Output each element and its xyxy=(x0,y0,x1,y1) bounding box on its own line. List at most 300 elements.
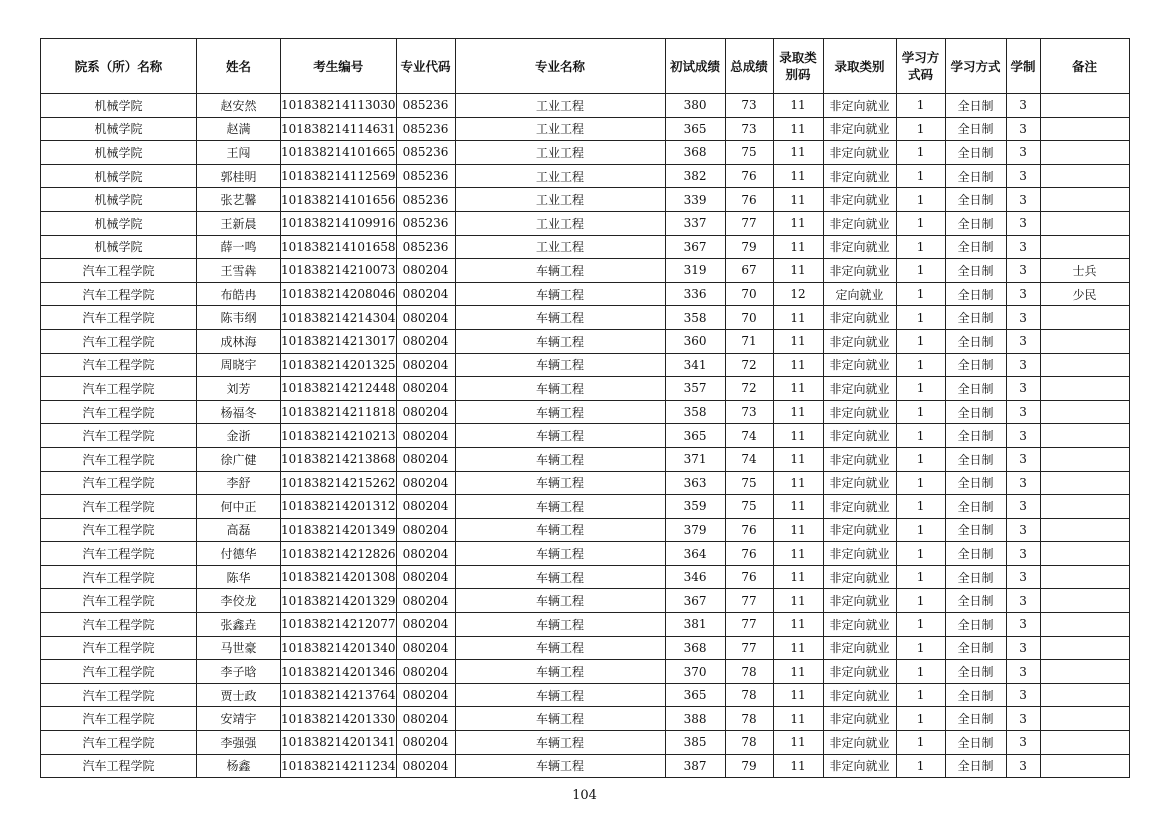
cell-total-score: 76 xyxy=(725,518,773,542)
cell-total-score: 79 xyxy=(725,235,773,259)
cell-study-mode-code: 1 xyxy=(896,353,945,377)
cell-remarks xyxy=(1040,329,1129,353)
cell-study-mode-code: 1 xyxy=(896,565,945,589)
cell-department: 汽车工程学院 xyxy=(41,707,197,731)
table-row xyxy=(41,707,1130,731)
cell-study-mode: 全日制 xyxy=(945,542,1006,566)
cell-name: 杨福冬 xyxy=(197,400,281,424)
cell-total-score: 76 xyxy=(725,542,773,566)
cell-major-name: 车辆工程 xyxy=(455,589,665,613)
cell-candidate-id: 101838214201329 xyxy=(281,589,397,613)
cell-admission-type-code: 11 xyxy=(773,164,823,188)
cell-preliminary-score: 371 xyxy=(665,447,725,471)
cell-major-name: 车辆工程 xyxy=(455,636,665,660)
cell-candidate-id: 101838214213868 xyxy=(281,447,397,471)
cell-duration: 3 xyxy=(1006,141,1040,165)
table-row xyxy=(41,117,1130,141)
cell-study-mode: 全日制 xyxy=(945,447,1006,471)
cell-candidate-id: 101838214215262 xyxy=(281,471,397,495)
cell-department: 汽车工程学院 xyxy=(41,565,197,589)
cell-study-mode-code: 1 xyxy=(896,329,945,353)
cell-candidate-id: 101838214212448 xyxy=(281,377,397,401)
cell-major-code: 080204 xyxy=(396,495,455,519)
cell-duration: 3 xyxy=(1006,424,1040,448)
cell-admission-type: 非定向就业 xyxy=(823,518,896,542)
cell-remarks xyxy=(1040,542,1129,566)
cell-study-mode: 全日制 xyxy=(945,235,1006,259)
cell-admission-type: 非定向就业 xyxy=(823,329,896,353)
cell-remarks xyxy=(1040,377,1129,401)
cell-admission-type: 非定向就业 xyxy=(823,636,896,660)
cell-admission-type: 非定向就业 xyxy=(823,353,896,377)
cell-duration: 3 xyxy=(1006,235,1040,259)
cell-study-mode-code: 1 xyxy=(896,211,945,235)
header-study-mode-code: 学习方式码 xyxy=(896,39,945,94)
cell-duration: 3 xyxy=(1006,683,1040,707)
cell-department: 汽车工程学院 xyxy=(41,754,197,778)
cell-study-mode: 全日制 xyxy=(945,164,1006,188)
cell-study-mode: 全日制 xyxy=(945,188,1006,212)
cell-remarks xyxy=(1040,94,1129,118)
cell-study-mode-code: 1 xyxy=(896,495,945,519)
cell-study-mode-code: 1 xyxy=(896,117,945,141)
cell-duration: 3 xyxy=(1006,731,1040,755)
cell-duration: 3 xyxy=(1006,282,1040,306)
cell-major-code: 080204 xyxy=(396,353,455,377)
cell-admission-type-code: 11 xyxy=(773,660,823,684)
cell-total-score: 77 xyxy=(725,589,773,613)
table-row xyxy=(41,188,1130,212)
table-row xyxy=(41,565,1130,589)
cell-total-score: 71 xyxy=(725,329,773,353)
cell-name: 李子晗 xyxy=(197,660,281,684)
table-row xyxy=(41,94,1130,118)
cell-admission-type-code: 11 xyxy=(773,377,823,401)
cell-remarks xyxy=(1040,306,1129,330)
cell-study-mode: 全日制 xyxy=(945,400,1006,424)
cell-study-mode: 全日制 xyxy=(945,565,1006,589)
cell-name: 赵满 xyxy=(197,117,281,141)
cell-duration: 3 xyxy=(1006,188,1040,212)
cell-major-code: 080204 xyxy=(396,660,455,684)
table-row xyxy=(41,282,1130,306)
cell-name: 李佼龙 xyxy=(197,589,281,613)
cell-major-code: 085236 xyxy=(396,94,455,118)
cell-admission-type: 非定向就业 xyxy=(823,754,896,778)
cell-duration: 3 xyxy=(1006,518,1040,542)
cell-department: 汽车工程学院 xyxy=(41,400,197,424)
cell-major-code: 085236 xyxy=(396,164,455,188)
cell-candidate-id: 101838214214304 xyxy=(281,306,397,330)
cell-admission-type-code: 11 xyxy=(773,683,823,707)
cell-remarks xyxy=(1040,636,1129,660)
cell-total-score: 75 xyxy=(725,495,773,519)
cell-major-name: 车辆工程 xyxy=(455,329,665,353)
cell-remarks xyxy=(1040,754,1129,778)
cell-department: 机械学院 xyxy=(41,188,197,212)
cell-remarks xyxy=(1040,141,1129,165)
cell-preliminary-score: 381 xyxy=(665,613,725,637)
cell-department: 汽车工程学院 xyxy=(41,447,197,471)
table-row xyxy=(41,683,1130,707)
cell-study-mode-code: 1 xyxy=(896,282,945,306)
cell-admission-type: 非定向就业 xyxy=(823,495,896,519)
cell-preliminary-score: 358 xyxy=(665,400,725,424)
cell-major-code: 080204 xyxy=(396,707,455,731)
cell-major-code: 080204 xyxy=(396,259,455,283)
cell-admission-type-code: 11 xyxy=(773,117,823,141)
table-row xyxy=(41,141,1130,165)
cell-admission-type-code: 11 xyxy=(773,353,823,377)
cell-major-code: 085236 xyxy=(396,235,455,259)
cell-duration: 3 xyxy=(1006,377,1040,401)
cell-candidate-id: 101838214211818 xyxy=(281,400,397,424)
header-study-mode: 学习方式 xyxy=(945,39,1006,94)
cell-major-name: 车辆工程 xyxy=(455,731,665,755)
cell-admission-type: 非定向就业 xyxy=(823,565,896,589)
cell-admission-type-code: 11 xyxy=(773,141,823,165)
cell-department: 汽车工程学院 xyxy=(41,495,197,519)
header-duration: 学制 xyxy=(1006,39,1040,94)
cell-candidate-id: 101838214201340 xyxy=(281,636,397,660)
cell-total-score: 73 xyxy=(725,400,773,424)
cell-admission-type: 非定向就业 xyxy=(823,141,896,165)
cell-study-mode: 全日制 xyxy=(945,518,1006,542)
cell-preliminary-score: 368 xyxy=(665,636,725,660)
cell-major-name: 工业工程 xyxy=(455,164,665,188)
cell-major-code: 080204 xyxy=(396,565,455,589)
cell-major-code: 080204 xyxy=(396,424,455,448)
cell-preliminary-score: 357 xyxy=(665,377,725,401)
cell-admission-type: 非定向就业 xyxy=(823,471,896,495)
cell-admission-type-code: 11 xyxy=(773,518,823,542)
header-department: 院系（所）名称 xyxy=(41,39,197,94)
cell-study-mode: 全日制 xyxy=(945,707,1006,731)
header-name: 姓名 xyxy=(197,39,281,94)
cell-study-mode: 全日制 xyxy=(945,660,1006,684)
cell-preliminary-score: 346 xyxy=(665,565,725,589)
cell-study-mode-code: 1 xyxy=(896,542,945,566)
cell-admission-type-code: 11 xyxy=(773,495,823,519)
cell-admission-type-code: 11 xyxy=(773,589,823,613)
cell-name: 张艺馨 xyxy=(197,188,281,212)
cell-study-mode: 全日制 xyxy=(945,754,1006,778)
cell-remarks: 士兵 xyxy=(1040,259,1129,283)
cell-name: 贾士政 xyxy=(197,683,281,707)
header-admission-type-code: 录取类别码 xyxy=(773,39,823,94)
cell-major-name: 工业工程 xyxy=(455,235,665,259)
cell-preliminary-score: 337 xyxy=(665,211,725,235)
cell-name: 赵安然 xyxy=(197,94,281,118)
cell-department: 汽车工程学院 xyxy=(41,329,197,353)
table-row xyxy=(41,636,1130,660)
table-row xyxy=(41,259,1130,283)
cell-study-mode: 全日制 xyxy=(945,377,1006,401)
table-row xyxy=(41,164,1130,188)
cell-admission-type: 非定向就业 xyxy=(823,400,896,424)
cell-major-name: 车辆工程 xyxy=(455,707,665,731)
cell-admission-type: 非定向就业 xyxy=(823,211,896,235)
cell-total-score: 72 xyxy=(725,353,773,377)
cell-total-score: 75 xyxy=(725,471,773,495)
cell-major-name: 车辆工程 xyxy=(455,447,665,471)
cell-major-name: 车辆工程 xyxy=(455,683,665,707)
cell-study-mode-code: 1 xyxy=(896,754,945,778)
cell-department: 汽车工程学院 xyxy=(41,353,197,377)
cell-major-name: 工业工程 xyxy=(455,141,665,165)
cell-candidate-id: 101838214201312 xyxy=(281,495,397,519)
cell-candidate-id: 101838214201346 xyxy=(281,660,397,684)
table-row xyxy=(41,660,1130,684)
cell-major-name: 车辆工程 xyxy=(455,495,665,519)
cell-name: 安靖宇 xyxy=(197,707,281,731)
cell-candidate-id: 101838214213017 xyxy=(281,329,397,353)
cell-study-mode-code: 1 xyxy=(896,259,945,283)
table-row xyxy=(41,377,1130,401)
cell-preliminary-score: 367 xyxy=(665,235,725,259)
cell-admission-type-code: 11 xyxy=(773,188,823,212)
cell-department: 汽车工程学院 xyxy=(41,613,197,637)
cell-name: 李强强 xyxy=(197,731,281,755)
cell-remarks xyxy=(1040,353,1129,377)
cell-remarks xyxy=(1040,565,1129,589)
cell-name: 陈华 xyxy=(197,565,281,589)
cell-duration: 3 xyxy=(1006,353,1040,377)
table-row xyxy=(41,306,1130,330)
cell-major-name: 车辆工程 xyxy=(455,518,665,542)
cell-remarks xyxy=(1040,188,1129,212)
cell-major-code: 080204 xyxy=(396,636,455,660)
cell-study-mode: 全日制 xyxy=(945,211,1006,235)
cell-preliminary-score: 319 xyxy=(665,259,725,283)
cell-preliminary-score: 385 xyxy=(665,731,725,755)
table-row xyxy=(41,731,1130,755)
cell-total-score: 73 xyxy=(725,94,773,118)
cell-remarks xyxy=(1040,731,1129,755)
cell-candidate-id: 101838214210073 xyxy=(281,259,397,283)
cell-major-name: 车辆工程 xyxy=(455,377,665,401)
cell-total-score: 78 xyxy=(725,683,773,707)
cell-admission-type: 非定向就业 xyxy=(823,94,896,118)
cell-duration: 3 xyxy=(1006,400,1040,424)
cell-major-code: 080204 xyxy=(396,731,455,755)
cell-total-score: 74 xyxy=(725,447,773,471)
cell-candidate-id: 101838214201341 xyxy=(281,731,397,755)
cell-preliminary-score: 365 xyxy=(665,424,725,448)
cell-candidate-id: 101838214113030 xyxy=(281,94,397,118)
cell-remarks xyxy=(1040,164,1129,188)
cell-total-score: 79 xyxy=(725,754,773,778)
table-row xyxy=(41,353,1130,377)
cell-name: 高磊 xyxy=(197,518,281,542)
cell-study-mode-code: 1 xyxy=(896,164,945,188)
cell-major-code: 080204 xyxy=(396,613,455,637)
cell-remarks xyxy=(1040,518,1129,542)
cell-study-mode: 全日制 xyxy=(945,94,1006,118)
cell-name: 张鑫垚 xyxy=(197,613,281,637)
cell-duration: 3 xyxy=(1006,447,1040,471)
cell-name: 布皓冉 xyxy=(197,282,281,306)
cell-study-mode: 全日制 xyxy=(945,495,1006,519)
cell-admission-type-code: 11 xyxy=(773,235,823,259)
cell-name: 王闯 xyxy=(197,141,281,165)
cell-duration: 3 xyxy=(1006,565,1040,589)
cell-major-name: 车辆工程 xyxy=(455,259,665,283)
cell-preliminary-score: 379 xyxy=(665,518,725,542)
header-preliminary-score: 初试成绩 xyxy=(665,39,725,94)
table-header-row xyxy=(41,39,1130,94)
cell-name: 李舒 xyxy=(197,471,281,495)
cell-study-mode-code: 1 xyxy=(896,94,945,118)
cell-admission-type-code: 11 xyxy=(773,306,823,330)
table-row xyxy=(41,613,1130,637)
cell-department: 机械学院 xyxy=(41,117,197,141)
cell-name: 刘芳 xyxy=(197,377,281,401)
cell-major-name: 车辆工程 xyxy=(455,400,665,424)
cell-candidate-id: 101838214101656 xyxy=(281,188,397,212)
cell-candidate-id: 101838214114631 xyxy=(281,117,397,141)
cell-major-code: 080204 xyxy=(396,306,455,330)
cell-duration: 3 xyxy=(1006,707,1040,731)
cell-study-mode-code: 1 xyxy=(896,141,945,165)
cell-admission-type: 非定向就业 xyxy=(823,731,896,755)
table-row xyxy=(41,495,1130,519)
cell-name: 周晓宇 xyxy=(197,353,281,377)
cell-study-mode-code: 1 xyxy=(896,400,945,424)
cell-remarks xyxy=(1040,707,1129,731)
cell-duration: 3 xyxy=(1006,660,1040,684)
cell-duration: 3 xyxy=(1006,589,1040,613)
cell-total-score: 78 xyxy=(725,731,773,755)
cell-remarks xyxy=(1040,447,1129,471)
cell-admission-type: 非定向就业 xyxy=(823,660,896,684)
cell-study-mode: 全日制 xyxy=(945,636,1006,660)
cell-study-mode-code: 1 xyxy=(896,447,945,471)
page-number: 104 xyxy=(572,788,597,803)
cell-major-code: 080204 xyxy=(396,447,455,471)
cell-preliminary-score: 358 xyxy=(665,306,725,330)
cell-name: 王新晨 xyxy=(197,211,281,235)
cell-major-code: 080204 xyxy=(396,471,455,495)
cell-admission-type: 非定向就业 xyxy=(823,117,896,141)
cell-preliminary-score: 365 xyxy=(665,683,725,707)
cell-remarks xyxy=(1040,495,1129,519)
table-row xyxy=(41,542,1130,566)
cell-admission-type-code: 11 xyxy=(773,400,823,424)
cell-preliminary-score: 364 xyxy=(665,542,725,566)
table-row xyxy=(41,447,1130,471)
cell-study-mode: 全日制 xyxy=(945,683,1006,707)
cell-total-score: 76 xyxy=(725,164,773,188)
cell-study-mode-code: 1 xyxy=(896,377,945,401)
cell-study-mode-code: 1 xyxy=(896,235,945,259)
cell-total-score: 77 xyxy=(725,211,773,235)
cell-remarks xyxy=(1040,660,1129,684)
cell-study-mode-code: 1 xyxy=(896,613,945,637)
cell-department: 机械学院 xyxy=(41,164,197,188)
cell-major-code: 080204 xyxy=(396,542,455,566)
cell-name: 郭桂明 xyxy=(197,164,281,188)
cell-preliminary-score: 380 xyxy=(665,94,725,118)
table-row xyxy=(41,400,1130,424)
cell-department: 汽车工程学院 xyxy=(41,731,197,755)
header-total-score: 总成绩 xyxy=(725,39,773,94)
cell-department: 汽车工程学院 xyxy=(41,306,197,330)
cell-total-score: 76 xyxy=(725,188,773,212)
cell-department: 汽车工程学院 xyxy=(41,518,197,542)
cell-name: 徐广健 xyxy=(197,447,281,471)
cell-remarks xyxy=(1040,117,1129,141)
cell-remarks xyxy=(1040,471,1129,495)
cell-admission-type-code: 11 xyxy=(773,707,823,731)
cell-department: 汽车工程学院 xyxy=(41,259,197,283)
cell-department: 汽车工程学院 xyxy=(41,424,197,448)
cell-admission-type-code: 11 xyxy=(773,542,823,566)
cell-preliminary-score: 359 xyxy=(665,495,725,519)
cell-duration: 3 xyxy=(1006,495,1040,519)
cell-remarks xyxy=(1040,589,1129,613)
cell-department: 汽车工程学院 xyxy=(41,589,197,613)
cell-admission-type: 非定向就业 xyxy=(823,589,896,613)
cell-remarks xyxy=(1040,683,1129,707)
cell-study-mode: 全日制 xyxy=(945,141,1006,165)
cell-total-score: 70 xyxy=(725,282,773,306)
cell-department: 汽车工程学院 xyxy=(41,660,197,684)
cell-total-score: 75 xyxy=(725,141,773,165)
cell-major-name: 车辆工程 xyxy=(455,306,665,330)
cell-major-code: 080204 xyxy=(396,400,455,424)
cell-candidate-id: 101838214201349 xyxy=(281,518,397,542)
cell-study-mode: 全日制 xyxy=(945,282,1006,306)
cell-candidate-id: 101838214212077 xyxy=(281,613,397,637)
cell-total-score: 67 xyxy=(725,259,773,283)
cell-study-mode: 全日制 xyxy=(945,117,1006,141)
cell-preliminary-score: 336 xyxy=(665,282,725,306)
cell-study-mode: 全日制 xyxy=(945,471,1006,495)
cell-name: 陈韦纲 xyxy=(197,306,281,330)
cell-admission-type-code: 11 xyxy=(773,565,823,589)
cell-duration: 3 xyxy=(1006,613,1040,637)
cell-major-code: 080204 xyxy=(396,518,455,542)
cell-duration: 3 xyxy=(1006,542,1040,566)
cell-admission-type-code: 11 xyxy=(773,424,823,448)
cell-study-mode: 全日制 xyxy=(945,329,1006,353)
cell-major-name: 车辆工程 xyxy=(455,353,665,377)
cell-admission-type-code: 11 xyxy=(773,211,823,235)
table-row xyxy=(41,518,1130,542)
cell-name: 金浙 xyxy=(197,424,281,448)
cell-candidate-id: 101838214109916 xyxy=(281,211,397,235)
cell-remarks xyxy=(1040,211,1129,235)
cell-study-mode-code: 1 xyxy=(896,424,945,448)
cell-candidate-id: 101838214211234 xyxy=(281,754,397,778)
cell-study-mode: 全日制 xyxy=(945,424,1006,448)
table-row xyxy=(41,471,1130,495)
cell-major-name: 车辆工程 xyxy=(455,754,665,778)
cell-major-name: 工业工程 xyxy=(455,188,665,212)
cell-department: 汽车工程学院 xyxy=(41,636,197,660)
cell-preliminary-score: 368 xyxy=(665,141,725,165)
cell-study-mode: 全日制 xyxy=(945,259,1006,283)
cell-study-mode: 全日制 xyxy=(945,613,1006,637)
cell-name: 马世豪 xyxy=(197,636,281,660)
cell-admission-type: 定向就业 xyxy=(823,282,896,306)
cell-preliminary-score: 339 xyxy=(665,188,725,212)
cell-remarks: 少民 xyxy=(1040,282,1129,306)
cell-duration: 3 xyxy=(1006,329,1040,353)
cell-total-score: 78 xyxy=(725,707,773,731)
cell-remarks xyxy=(1040,400,1129,424)
